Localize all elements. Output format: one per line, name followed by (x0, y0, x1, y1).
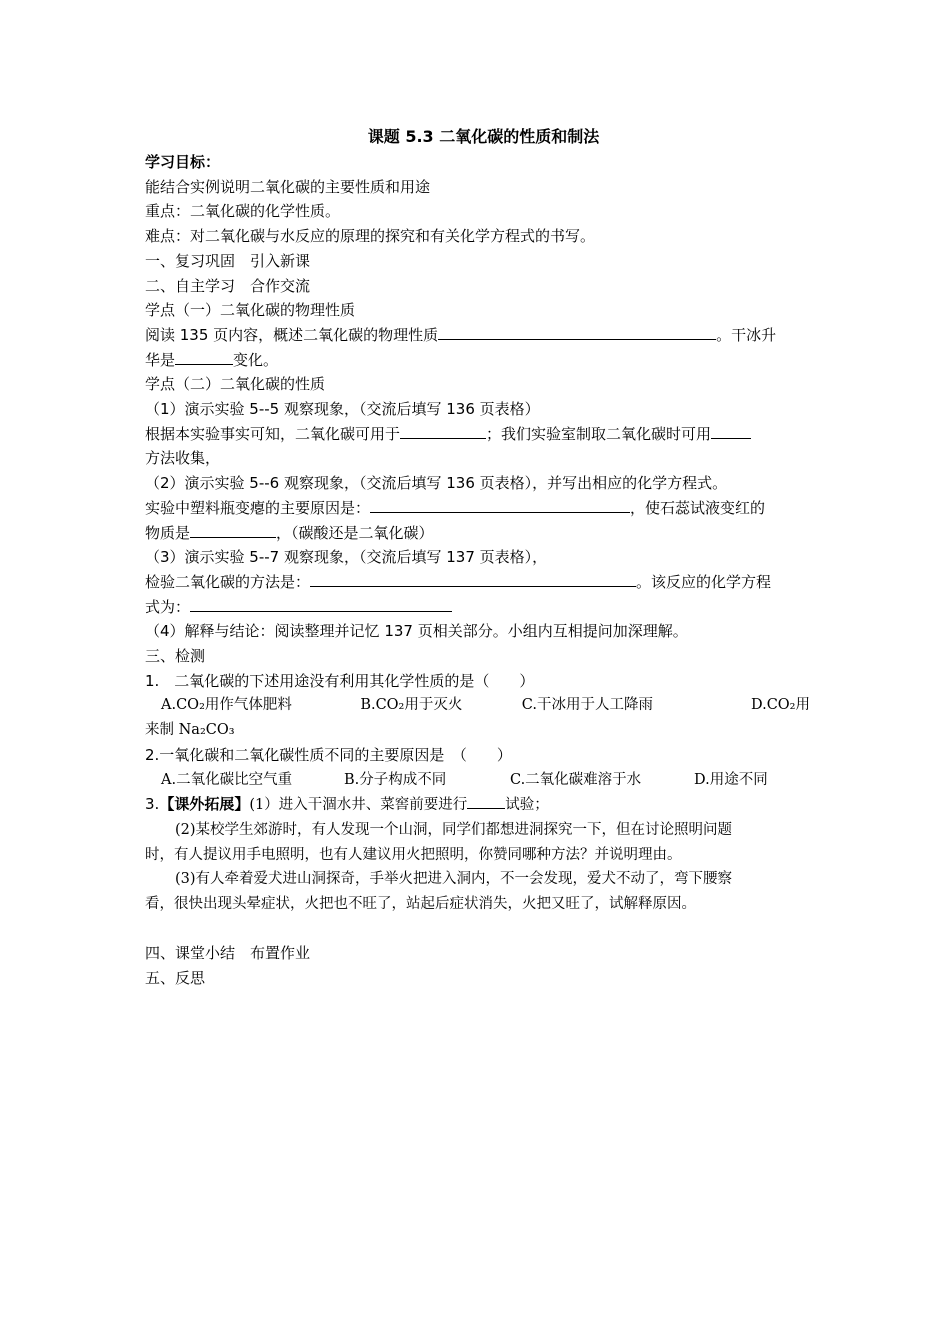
bottle-question: 实验中塑料瓶变瘪的主要原因是： ，使石蕊试液变红的 (145, 498, 766, 517)
substance-question: 物质是 ，（碳酸还是二氧化碳） (145, 523, 434, 542)
answer-blank[interactable] (400, 423, 486, 439)
key-point: 重点：二氧化碳的化学性质。 (145, 202, 341, 221)
equation-question: 式为： (145, 595, 810, 620)
question-1: 1. 二氧化碳的下述用途没有利用其化学性质的是（ ） (145, 671, 535, 690)
answer-blank[interactable] (310, 571, 636, 587)
extension-tag: 【课外拓展】 (159, 795, 250, 814)
question-3-part-3: (3)有人牵着爱犬进山洞探奇，手举火把进入洞内，不一会发现，爱犬不动了，弯下腰察 (175, 871, 733, 888)
goals-heading: 学习目标： (145, 153, 221, 171)
difficult-point: 难点：对二氧化碳与水反应的原理的探究和有关化学方程式的书写。 (145, 227, 596, 246)
answer-blank[interactable] (438, 324, 716, 340)
explanation: （4）解释与结论：阅读整理并记忆 137 页相关部分。小组内互相提问加深理解。 (145, 622, 688, 641)
answer-blank[interactable] (467, 793, 505, 809)
option-d[interactable]: D.CO₂用 (750, 697, 810, 714)
option-c[interactable]: C.干冰用于人工降雨 (521, 697, 653, 714)
experiment-1-fact: 根据本实验事实可知，二氧化碳可用于 ；我们实验室制取二氧化碳时可用 (145, 422, 810, 447)
answer-blank[interactable] (711, 423, 751, 439)
answer-blank[interactable] (175, 349, 233, 365)
question-1-options (145, 693, 810, 718)
question-3-part-3-cont: 看，很快出现头晕症状，火把也不旺了，站起后症状消失，火把又旺了，试解释原因。 (145, 896, 696, 913)
question-3: 3.【课外拓展】(1）进入干涸水井、菜窖前要进行 试验； (145, 795, 549, 814)
experiment-3: （3）演示实验 5--7 观察现象，（交流后填写 137 页表格）， (145, 548, 548, 567)
study-point-chemical: 学点（二）二氧化碳的性质 (145, 375, 326, 394)
question-3-part-2-cont: 时，有人提议用手电照明，也有人建议用火把照明，你赞同哪种方法？并说明理由。 (145, 846, 682, 863)
worksheet-page (145, 124, 810, 991)
dry-ice-question: 华是 变化。 (145, 350, 279, 369)
answer-blank[interactable] (190, 522, 276, 538)
section-reflection: 五、反思 (145, 969, 206, 988)
collection-method: 方法收集， (145, 449, 221, 468)
test-method-question: 检验二氧化碳的方法是： 。该反应的化学方程 (145, 572, 772, 591)
option-b[interactable]: B.CO₂用于灭火 (360, 697, 463, 714)
goal-text: 能结合实例说明二氧化碳的主要性质和用途 (145, 177, 431, 196)
option-a[interactable]: A.二氧化碳比空气重 (161, 771, 293, 788)
option-c[interactable]: C.二氧化碳难溶于水 (510, 771, 642, 788)
page-title: 课题 5.3 二氧化碳的性质和制法 (367, 127, 600, 146)
experiment-2: （2）演示实验 5--6 观察现象，（交流后填写 136 页表格），并写出相应的化学方程式。 (145, 474, 728, 493)
option-b[interactable]: B.分子构成不同 (344, 771, 447, 788)
spacer (145, 917, 810, 942)
section-self-study: 二、自主学习 合作交流 (145, 276, 311, 295)
answer-blank[interactable] (190, 596, 452, 612)
section-review: 一、复习巩固 引入新课 (145, 251, 311, 270)
question-3-part-2: (2)某校学生郊游时，有人发现一个山洞，同学们都想进洞探究一下，但在讨论照明问题 (175, 821, 733, 838)
study-point-physical: 学点（一）二氧化碳的物理性质 (145, 301, 356, 320)
physical-property-question: 阅读 135 页内容，概述二氧化碳的物理性质 。干冰升 (145, 325, 777, 344)
option-a[interactable]: A.CO₂用作气体肥料 (161, 697, 292, 714)
question-1-option-d-continued: 来制 Na₂CO₃ (145, 722, 235, 739)
section-test: 三、检测 (145, 647, 206, 666)
question-2-options (145, 768, 810, 793)
experiment-1: （1）演示实验 5--5 观察现象，（交流后填写 136 页表格） (145, 400, 540, 419)
section-summary: 四、课堂小结 布置作业 (145, 944, 311, 963)
answer-blank[interactable] (370, 497, 630, 513)
question-2: 2.一氧化碳和二氧化碳性质不同的主要原因是 （ ） (145, 745, 512, 764)
option-d[interactable]: D.用途不同 (694, 771, 768, 788)
